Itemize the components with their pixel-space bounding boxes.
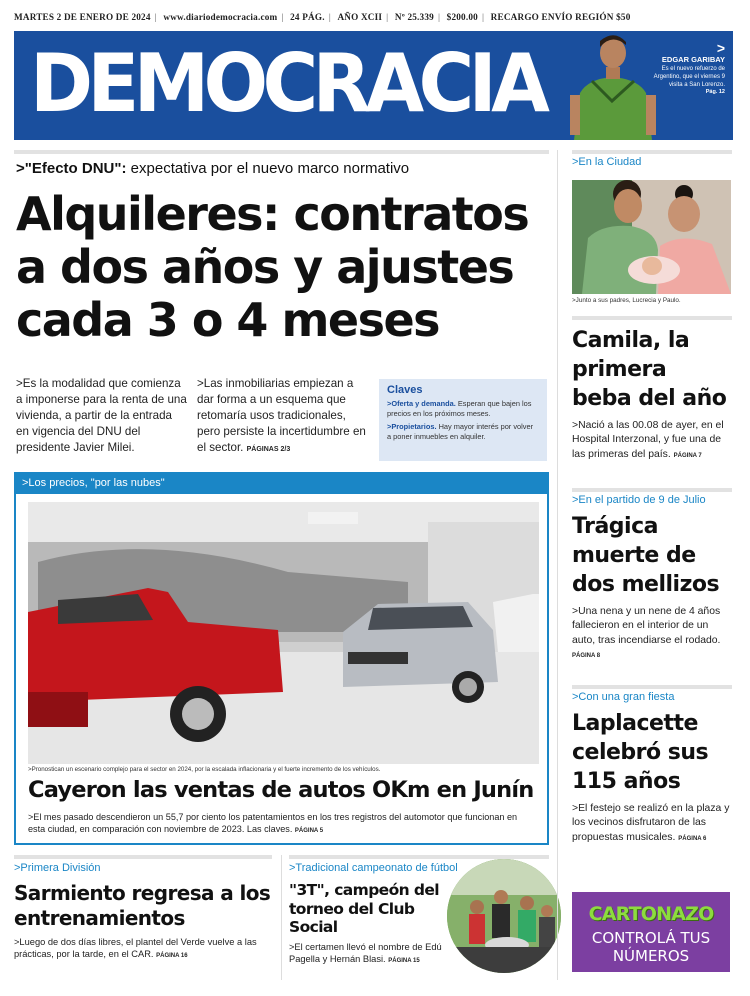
camila-page: PÁGINA 7 xyxy=(673,452,702,459)
laplacette-headline[interactable]: Laplacette celebró sus 115 años xyxy=(572,711,709,794)
car-sales-kicker-bar: >Los precios, "por las nubes" xyxy=(16,474,547,494)
camila-lead-text: >Nació a las 00.08 de ayer, en el Hospital Interzonal, y fue una de las primeras del país. xyxy=(572,420,724,460)
teaser-name: EDGAR GARIBAY xyxy=(661,55,725,64)
sarmiento-lead-text: >Luego de dos días libres, el plantel del Verde vuelve a las prácticas, por la tarde, en el CAR. xyxy=(14,937,257,959)
cartonazo-ad[interactable] xyxy=(572,892,730,972)
cartonazo-text: CONTROLÁ TUS NÚMEROS xyxy=(591,929,711,965)
issue-date: MARTES 2 DE ENERO DE 2024 xyxy=(14,12,151,22)
camila-story xyxy=(572,316,732,463)
car-sales-lead xyxy=(28,811,528,837)
main-lead-2-text: >Las inmobiliarias empiezan a dar forma a un esquema que retomaría usos tradicionales, pero persiste la incertidumbre en el sector. xyxy=(197,377,366,454)
football-team-photo[interactable] xyxy=(447,859,561,973)
claves-item-1 xyxy=(387,399,539,418)
claves-box xyxy=(379,379,547,461)
city-kicker-block xyxy=(572,150,732,168)
sports-teaser[interactable] xyxy=(645,41,725,95)
car-sales-lead-text: >El mes pasado descendieron un 55,7 por ciento los patentamientos en los tres registros del automotor que funcionan en esta ciudad, en comparación con noviembre de 2023. Las claves. xyxy=(28,812,518,834)
club-headline[interactable]: "3T", campeón del torneo del Club Social xyxy=(289,881,439,936)
main-top-rule xyxy=(14,150,549,154)
laplacette-page: PÁGINA 6 xyxy=(678,835,707,842)
camila-lead xyxy=(572,419,732,463)
website[interactable]: www.diariodemocracia.com xyxy=(163,12,278,22)
club-kicker: >Tradicional campeonato de fútbol xyxy=(289,862,458,874)
main-headline[interactable]: Alquileres: contratos a dos años y ajustes cada 3 o 4 meses xyxy=(16,187,529,347)
car-sales-headline[interactable]: Cayeron las ventas de autos OKm en Junín xyxy=(28,777,534,803)
laplacette-kicker: >Con una gran fiesta xyxy=(572,691,675,703)
claves-item-1-label: >Oferta y demanda. xyxy=(387,399,456,408)
claves-item-2-text: Hay mayor interés por volver a poner inmuebles en alquiler. xyxy=(387,422,534,441)
family-photo-caption: >Junto a sus padres, Lucrecia y Paulo. xyxy=(572,297,681,304)
club-lead-text: >El certamen llevó el nombre de Edú Pagella y Hernán Blasi. xyxy=(289,941,442,964)
sidebar-divider xyxy=(557,150,558,980)
mellizos-lead xyxy=(572,605,732,664)
teaser-page: Pág. 12 xyxy=(705,89,725,95)
car-dealership-photo[interactable] xyxy=(28,502,539,764)
main-lead-2 xyxy=(197,376,369,458)
car-photo-caption: >Pronostican un escenario complejo para el sector en 2024, por la escalada inflacionaria y el fuerte incremento de los vehículos. xyxy=(28,766,381,773)
car-sales-box xyxy=(14,472,549,845)
mellizos-story xyxy=(572,488,732,664)
surcharge: RECARGO ENVÍO REGIÓN $50 xyxy=(490,12,631,22)
teaser-arrow-icon: > xyxy=(716,40,725,56)
sarmiento-kicker: >Primera División xyxy=(14,862,101,874)
claves-title: Claves xyxy=(387,384,423,396)
bottom-divider xyxy=(281,855,282,980)
camila-headline[interactable]: Camila, la primera beba del año xyxy=(572,328,727,411)
mellizos-headline[interactable]: Trágica muerte de dos mellizos xyxy=(572,514,720,597)
top-info-bar: MARTES 2 DE ENERO DE 2024 | www.diariodemocracia.com | 24 PÁG. | AÑO XCII | Nº 25.339 | $200.00 | RECARGO ENVÍO REGIÓN $50 xyxy=(14,12,631,22)
sarmiento-rule xyxy=(14,855,272,859)
city-kicker: >En la Ciudad xyxy=(572,156,642,168)
sarmiento-lead xyxy=(14,936,272,962)
page-count: 24 PÁG. xyxy=(290,12,325,22)
teaser-text: Es el nuevo refuerzo de Argentino, que el viernes 9 visita a San Lorenzo. xyxy=(653,66,725,88)
masthead xyxy=(14,31,733,140)
city-rule xyxy=(572,150,732,154)
camila-rule xyxy=(572,316,732,320)
mellizos-lead-text: >Una nena y un nene de 4 años fallecieron en el interior de un auto, tras incendiarse el rodado. xyxy=(572,606,721,646)
sarmiento-page: PÁGINA 16 xyxy=(156,953,188,959)
laplacette-lead xyxy=(572,802,732,846)
main-lead-1: >Es la modalidad que comienza a imponerse para la renta de una vivienda, a partir de la entrada en vigencia del DNU del presidente Javier Milei. xyxy=(16,377,187,454)
laplacette-story xyxy=(572,685,732,846)
laplacette-rule xyxy=(572,685,732,689)
club-lead xyxy=(289,941,447,967)
main-kicker-text: expectativa por el nuevo marco normativo xyxy=(130,160,410,177)
family-baby-photo[interactable] xyxy=(572,180,731,294)
club-page: PÁGINA 15 xyxy=(388,957,420,964)
mellizos-rule xyxy=(572,488,732,492)
car-sales-page: PÁGINA 5 xyxy=(294,828,324,834)
newspaper-logo[interactable]: DEMOCRACIA xyxy=(30,37,545,130)
issue-number: Nº 25.339 xyxy=(394,12,434,22)
mellizos-kicker: >En el partido de 9 de Julio xyxy=(572,494,706,506)
laplacette-lead-text: >El festejo se realizó en la plaza y los vecinos disfrutaron de las propuestas musicales. xyxy=(572,803,730,843)
mellizos-page: PÁGINA 8 xyxy=(572,653,601,660)
main-kicker xyxy=(16,160,409,177)
sarmiento-story xyxy=(14,855,272,962)
main-kicker-prefix: >"Efecto DNU": xyxy=(16,160,127,177)
claves-item-2-label: >Propietarios. xyxy=(387,422,437,432)
year: AÑO XCII xyxy=(337,12,383,22)
cartonazo-logo: CARTONAZO xyxy=(588,903,714,925)
sarmiento-headline[interactable]: Sarmiento regresa a los entrenamientos xyxy=(14,881,271,930)
claves-item-2 xyxy=(387,422,539,441)
claves-item-1-text: Esperan que bajen los precios en los próximos meses. xyxy=(387,399,532,418)
main-lead-2-page: PÁGINAS 2/3 xyxy=(246,446,291,453)
price: $200.00 xyxy=(446,12,478,22)
